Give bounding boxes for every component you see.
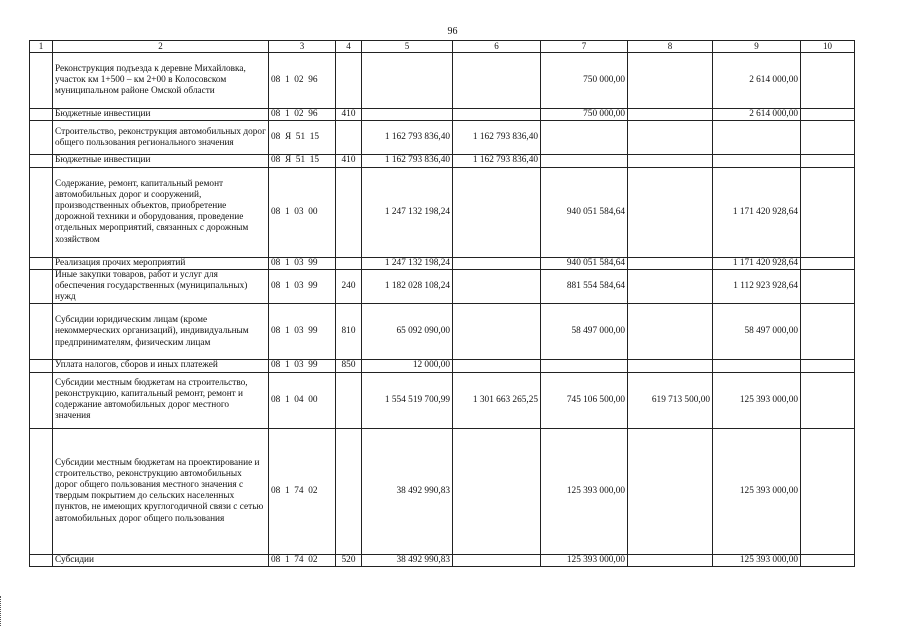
expense-type-cell: 410: [336, 109, 362, 121]
amount-cell: 1 182 028 108,24: [362, 269, 453, 304]
row-number-cell: [30, 121, 53, 155]
page-number: 96: [447, 26, 458, 37]
amount-cell: [801, 167, 855, 257]
amount-cell: 125 393 000,00: [713, 372, 801, 428]
amount-cell: [713, 155, 801, 167]
row-number-cell: [30, 360, 53, 372]
amount-cell: [453, 167, 541, 257]
amount-cell: [628, 428, 713, 554]
item-name-cell: Иные закупки товаров, работ и услуг для обеспечения государственных (муниципальных) нужд: [53, 269, 269, 304]
column-number: 6: [453, 41, 541, 53]
budget-table: [29, 40, 855, 567]
amount-cell: [453, 109, 541, 121]
table-row: [30, 155, 855, 167]
row-number-cell: [30, 155, 53, 167]
column-number: 2: [53, 41, 269, 53]
item-name-cell: Бюджетные инвестиции: [53, 155, 269, 167]
amount-cell: 1 162 793 836,40: [362, 121, 453, 155]
column-number: 3: [269, 41, 336, 53]
amount-cell: [713, 360, 801, 372]
amount-cell: [801, 155, 855, 167]
column-number: 1: [30, 41, 53, 53]
amount-cell: [801, 360, 855, 372]
table-row: [30, 53, 855, 109]
amount-cell: 12 000,00: [362, 360, 453, 372]
amount-cell: [713, 121, 801, 155]
amount-cell: 1 171 420 928,64: [713, 257, 801, 269]
amount-cell: [453, 257, 541, 269]
amount-cell: [628, 360, 713, 372]
table-row: [30, 428, 855, 554]
amount-cell: [453, 554, 541, 566]
amount-cell: [801, 109, 855, 121]
amount-cell: [628, 167, 713, 257]
table-row: [30, 269, 855, 304]
amount-cell: 1 112 923 928,64: [713, 269, 801, 304]
classification-code-cell: 08 1 03 99: [269, 269, 336, 304]
expense-type-cell: 410: [336, 155, 362, 167]
amount-cell: 745 106 500,00: [541, 372, 628, 428]
classification-code-cell: 08 1 03 99: [269, 304, 336, 360]
amount-cell: 125 393 000,00: [541, 554, 628, 566]
classification-code-cell: 08 1 03 99: [269, 257, 336, 269]
classification-code-cell: 08 1 02 96: [269, 109, 336, 121]
classification-code-cell: 08 1 02 96: [269, 53, 336, 109]
column-number: 10: [801, 41, 855, 53]
amount-cell: [801, 554, 855, 566]
table-row: [30, 121, 855, 155]
table-row: [30, 167, 855, 257]
amount-cell: 38 492 990,83: [362, 554, 453, 566]
amount-cell: [541, 360, 628, 372]
column-number: 8: [628, 41, 713, 53]
amount-cell: [801, 372, 855, 428]
amount-cell: [628, 269, 713, 304]
amount-cell: 1 162 793 836,40: [453, 155, 541, 167]
amount-cell: [541, 121, 628, 155]
classification-code-cell: 08 1 74 02: [269, 554, 336, 566]
table-row: [30, 554, 855, 566]
expense-type-cell: 240: [336, 269, 362, 304]
amount-cell: [453, 304, 541, 360]
amount-cell: 1 554 519 700,99: [362, 372, 453, 428]
expense-type-cell: [336, 428, 362, 554]
row-number-cell: [30, 554, 53, 566]
row-number-cell: [30, 257, 53, 269]
amount-cell: [541, 155, 628, 167]
amount-cell: 125 393 000,00: [713, 554, 801, 566]
scan-margin-mark: [0, 596, 3, 626]
item-name-cell: Реконструкция подъезда к деревне Михайловка, участок км 1+500 – км 2+00 в Колосовском муниципальном районе Омской области: [53, 53, 269, 109]
table-row: [30, 372, 855, 428]
amount-cell: 940 051 584,64: [541, 167, 628, 257]
amount-cell: [453, 428, 541, 554]
classification-code-cell: 08 Я 51 15: [269, 155, 336, 167]
table-row: [30, 257, 855, 269]
amount-cell: 1 162 793 836,40: [453, 121, 541, 155]
amount-cell: 58 497 000,00: [541, 304, 628, 360]
amount-cell: [628, 109, 713, 121]
amount-cell: [801, 269, 855, 304]
amount-cell: 1 301 663 265,25: [453, 372, 541, 428]
classification-code-cell: 08 1 03 99: [269, 360, 336, 372]
classification-code-cell: 08 1 03 00: [269, 167, 336, 257]
amount-cell: 1 247 132 198,24: [362, 257, 453, 269]
classification-code-cell: 08 1 74 02: [269, 428, 336, 554]
item-name-cell: Субсидии местным бюджетам на строительство, реконструкцию, капитальный ремонт, ремонт и содержание автомобильных дорог местного значения: [53, 372, 269, 428]
amount-cell: [628, 155, 713, 167]
row-number-cell: [30, 269, 53, 304]
table-row: [30, 304, 855, 360]
amount-cell: 750 000,00: [541, 53, 628, 109]
amount-cell: 1 162 793 836,40: [362, 155, 453, 167]
item-name-cell: Бюджетные инвестиции: [53, 109, 269, 121]
expense-type-cell: [336, 53, 362, 109]
amount-cell: 750 000,00: [541, 109, 628, 121]
item-name-cell: Реализация прочих мероприятий: [53, 257, 269, 269]
amount-cell: [801, 304, 855, 360]
expense-type-cell: [336, 372, 362, 428]
amount-cell: 1 171 420 928,64: [713, 167, 801, 257]
table-row: [30, 360, 855, 372]
table-row: [30, 109, 855, 121]
amount-cell: [801, 257, 855, 269]
column-number-row: [30, 41, 855, 53]
amount-cell: [628, 304, 713, 360]
amount-cell: 881 554 584,64: [541, 269, 628, 304]
amount-cell: 38 492 990,83: [362, 428, 453, 554]
amount-cell: [801, 428, 855, 554]
classification-code-cell: 08 1 04 00: [269, 372, 336, 428]
amount-cell: 619 713 500,00: [628, 372, 713, 428]
row-number-cell: [30, 53, 53, 109]
amount-cell: [801, 121, 855, 155]
amount-cell: 58 497 000,00: [713, 304, 801, 360]
column-number: 5: [362, 41, 453, 53]
amount-cell: 125 393 000,00: [541, 428, 628, 554]
column-number: 9: [713, 41, 801, 53]
row-number-cell: [30, 372, 53, 428]
column-number: 7: [541, 41, 628, 53]
expense-type-cell: 850: [336, 360, 362, 372]
expense-type-cell: 520: [336, 554, 362, 566]
classification-code-cell: 08 Я 51 15: [269, 121, 336, 155]
expense-type-cell: [336, 167, 362, 257]
row-number-cell: [30, 109, 53, 121]
expense-type-cell: [336, 121, 362, 155]
item-name-cell: Уплата налогов, сборов и иных платежей: [53, 360, 269, 372]
amount-cell: [453, 53, 541, 109]
item-name-cell: Субсидии: [53, 554, 269, 566]
amount-cell: [453, 269, 541, 304]
amount-cell: 125 393 000,00: [713, 428, 801, 554]
item-name-cell: Содержание, ремонт, капитальный ремонт автомобильных дорог и сооружений, производственных объектов, приобретение дорожной техники и оборудования, проведение отдельных мероприятий, связанных с дорожным хозяйством: [53, 167, 269, 257]
row-number-cell: [30, 428, 53, 554]
amount-cell: [628, 257, 713, 269]
item-name-cell: Субсидии юридическим лицам (кроме некоммерческих организаций), индивидуальным предпринимателям, физическим лицам: [53, 304, 269, 360]
amount-cell: 65 092 090,00: [362, 304, 453, 360]
amount-cell: [628, 53, 713, 109]
amount-cell: [628, 554, 713, 566]
row-number-cell: [30, 304, 53, 360]
amount-cell: [801, 53, 855, 109]
amount-cell: [362, 109, 453, 121]
amount-cell: 940 051 584,64: [541, 257, 628, 269]
amount-cell: [453, 360, 541, 372]
expense-type-cell: 810: [336, 304, 362, 360]
row-number-cell: [30, 167, 53, 257]
amount-cell: [628, 121, 713, 155]
item-name-cell: Строительство, реконструкция автомобильных дорог общего пользования регионального значения: [53, 121, 269, 155]
amount-cell: 1 247 132 198,24: [362, 167, 453, 257]
expense-type-cell: [336, 257, 362, 269]
column-number: 4: [336, 41, 362, 53]
amount-cell: 2 614 000,00: [713, 109, 801, 121]
item-name-cell: Субсидии местным бюджетам на проектирование и строительство, реконструкцию автомобильных дорог общего пользования местного значения с твердым покрытием до сельских населенных пунктов, не имеющих круглогодичной связи с сетью автомобильных дорог общего пользования: [53, 428, 269, 554]
amount-cell: [362, 53, 453, 109]
amount-cell: 2 614 000,00: [713, 53, 801, 109]
